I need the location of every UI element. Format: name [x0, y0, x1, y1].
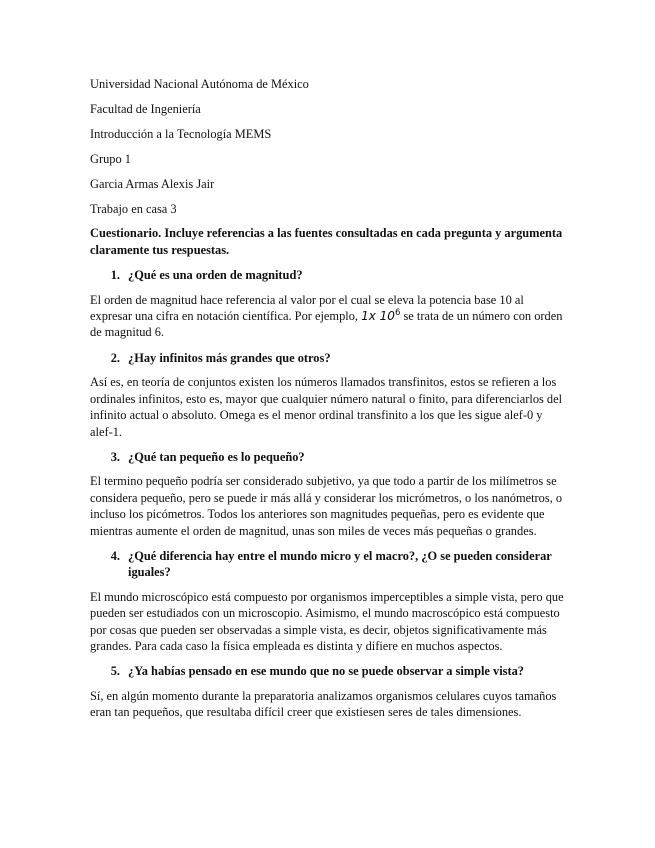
answer-text-part2: se trata de un número con orden de magnitud 6.	[90, 309, 563, 340]
university-name: Universidad Nacional Autónoma de México	[90, 77, 309, 91]
question-1	[90, 267, 568, 283]
faculty-name: Facultad de Ingeniería	[90, 101, 201, 116]
question-text: ¿Hay infinitos más grandes que otros?	[128, 350, 331, 365]
question-text: ¿Qué es una orden de magnitud?	[128, 268, 303, 283]
course-name: Introducción a la Tecnología MEMS	[90, 126, 272, 141]
math-expression	[361, 309, 400, 323]
answer-1	[90, 292, 568, 341]
question-2	[90, 350, 568, 366]
answer-4: El mundo microscópico está compuesto por organismos imperceptibles a simple vista, pero que pueden ser estudiados con un microscopio. Asimismo, el mundo macroscópico está compuesto por cosas que pueden ser observadas a simple vista, es decir, objetos significativamente más grandes. Para cada caso la física empleada es distinta y difiere en muchos aspectos.	[90, 589, 564, 653]
question-number: 5.	[110, 664, 120, 679]
question-text: ¿Qué tan pequeño es lo pequeño?	[128, 449, 305, 464]
answer-text-part1: El orden de magnitud hace referencia al valor por el cual se eleva la potencia base 10 al expresar una cifra en notación científica. Por ejemplo,	[90, 292, 524, 324]
document-page	[90, 76, 568, 730]
answer-5: Sí, en algún momento durante la preparatoria analizamos organismos celulares cuyos tamaños eran tan pequeños, que resultaba difícil creer que existiesen seres de tales dimensiones.	[90, 688, 557, 720]
assignment-title: Trabajo en casa 3	[90, 201, 177, 216]
question-number: 2.	[110, 350, 120, 365]
question-4	[90, 548, 568, 581]
student-name: Garcia Armas Alexis Jair	[90, 176, 215, 191]
question-number: 1.	[110, 268, 120, 283]
question-text: ¿Qué diferencia hay entre el mundo micro y el macro?, ¿O se pueden considerar iguales?	[128, 548, 552, 580]
question-number: 3.	[110, 449, 120, 464]
instructions: Cuestionario. Incluye referencias a las fuentes consultadas en cada pregunta y argumenta claramente tus respuestas.	[90, 226, 563, 257]
answer-3: El termino pequeño podría ser considerado subjetivo, ya que todo a partir de los milímetros se considera pequeño, pero se puede ir más allá y considerar los micrómetros, o los nanómetros, o incluso los picómetros. Todos los anteriores son magnitudes pequeñas, pero es evidente que mientras aumente el orden de magnitud, unas son miles de veces más pequeñas o grandes.	[90, 474, 563, 538]
answer-2: Así es, en teoría de conjuntos existen los números llamados transfinitos, estos se refieren a los ordinales infinitos, esto es, mayor que cualquier número natural o finito, para diferenciarlos del infinito actual o absoluto. Omega es el menor ordinal transfinito a los que les sigue alef-0 y alef-1.	[90, 375, 563, 439]
question-3	[90, 449, 568, 465]
group-name: Grupo 1	[90, 151, 131, 166]
math-exponent: 6	[394, 308, 401, 319]
math-base: 1x 10	[361, 309, 395, 324]
question-text: ¿Ya habías pensado en ese mundo que no se puede observar a simple vista?	[128, 664, 524, 679]
question-5	[90, 663, 568, 679]
question-number: 4.	[110, 548, 120, 563]
